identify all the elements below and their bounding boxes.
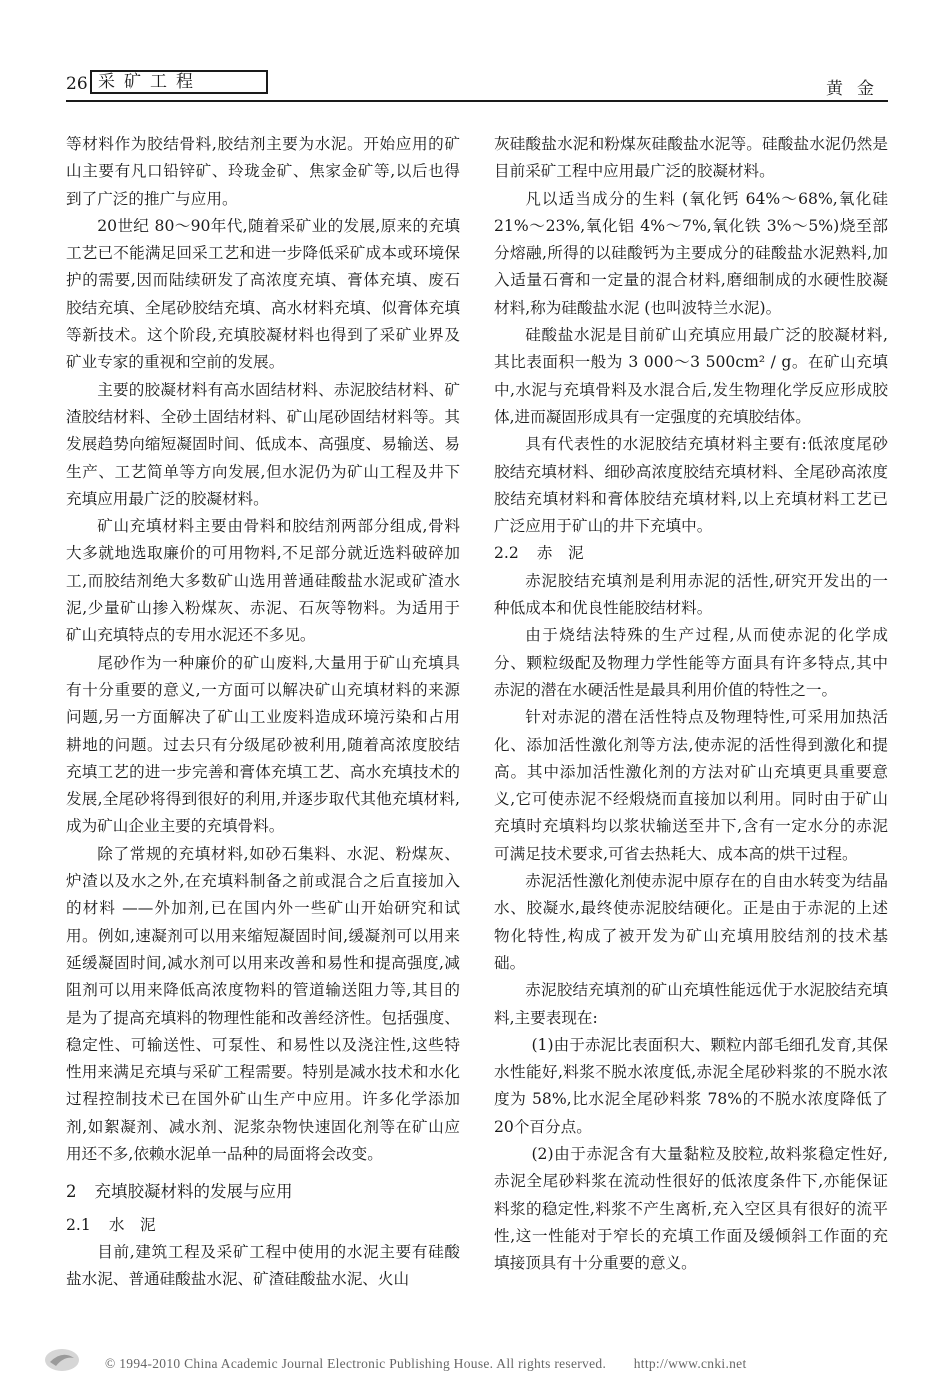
subsection-title: 水 泥 xyxy=(108,1215,156,1234)
paragraph: 赤泥胶结充填剂的矿山充填性能远优于水泥胶结充填料,主要表现在: xyxy=(494,981,888,1027)
cnki-logo-icon xyxy=(42,1346,82,1374)
paragraph: 主要的胶凝材料有高水固结材料、赤泥胶结材料、矿渣胶结材料、全砂土固结材料、矿山尾砂固结材料等。其发展趋势向缩短凝固时间、低成本、高强度、易输送、易生产、工艺简单等方向发展,但水泥仍为矿山工程及井下充填应用最广泛的胶凝材料。 xyxy=(66,380,460,508)
section-title: 充填胶凝材料的发展与应用 xyxy=(94,1182,293,1202)
paragraph: 灰硅酸盐水泥和粉煤灰硅酸盐水泥等。硅酸盐水泥仍然是目前采矿工程中应用最广泛的胶凝材料。 xyxy=(494,135,888,181)
paragraph: 凡以适当成分的生料 (氧化钙 64%～68%,氧化硅 21%～23%,氧化铝 4%～7%,氧化铁 3%～5%)烧至部分熔融,所得的以硅酸钙为主要成分的硅酸盐水泥熟料,加入适量石膏和一定量的混合材料,磨细制成的水硬性胶凝材料,称为硅酸盐水泥 (也叫波特兰水泥)。 xyxy=(494,189,888,317)
paragraph: 目前,建筑工程及采矿工程中使用的水泥主要有硅酸盐水泥、普通硅酸盐水泥、矿渣硅酸盐水泥、火山 xyxy=(66,1242,460,1289)
page-number: 26 xyxy=(66,74,88,94)
paragraph: 尾砂作为一种廉价的矿山废料,大量用于矿山充填具有十分重要的意义,一方面可以解决矿山充填材料的来源问题,另一方面解决了矿山工业废料造成环境污染和占用耕地的问题。过去只有分级尾砂被利用,随着高浓度胶结充填工艺的进一步完善和膏体充填工艺、高水充填技术的发展,全尾砂将得到很好的利用,并逐步取代其他充填材料,成为矿山企业主要的充填骨料。 xyxy=(66,653,460,836)
paragraph: 赤泥活性激化剂使赤泥中原存在的自由水转变为结晶水、胶凝水,最终使赤泥胶结硬化。正是由于赤泥的上述物化特性,构成了被开发为矿山充填用胶结剂的技术基础。 xyxy=(494,872,888,972)
running-author: 黄金 xyxy=(826,79,888,99)
paragraph: 由于烧结法特殊的生产过程,从而使赤泥的化学成分、颗粒级配及物理力学性能等方面具有许多特点,其中赤泥的潜在水硬活性是最具利用价值的特性之一。 xyxy=(494,626,888,699)
paragraph: 具有代表性的水泥胶结充填材料主要有:低浓度尾砂胶结充填材料、细砂高浓度胶结充填材料、全尾砂高浓度胶结充填材料和膏体胶结充填材料,以上充填材料工艺已广泛应用于矿山的井下充填中。 xyxy=(494,435,888,536)
paragraph: 等材料作为胶结骨料,胶结剂主要为水泥。开始应用的矿山主要有凡口铅锌矿、玲珑金矿、焦家金矿等,以后也得到了广泛的推广与应用。 xyxy=(66,135,460,208)
paragraph: 矿山充填材料主要由骨料和胶结剂两部分组成,骨料大多就地选取廉价的可用物料,不足部分就近选料破碎加工,而胶结剂绝大多数矿山选用普通硅酸盐水泥或矿渣水泥,少量矿山掺入粉煤灰、赤泥、石灰等物料。为适用于矿山充填特点的专用水泥还不多见。 xyxy=(66,517,460,645)
running-header xyxy=(66,70,888,100)
paragraph: 除了常规的充填材料,如砂石集料、水泥、粉煤灰、炉渣以及水之外,在充填料制备之前或混合之后直接加入的材料 ——外加剂,已在国内外一些矿山开始研究和试用。例如,速凝剂可以用来缩短凝固时间,缓凝剂可以用来延缓凝固时间,减水剂可以用来改善和易性和提高强度,减阻剂可以用来降低高浓度物料的管道输送阻力等,其目的是为了提高充填料的物理性能和改善经济性。包括强度、稳定性、可输送性、可泵性、和易性以及浇注性,这些特性用来满足充填与采矿工程需要。特别是减水技术和水化过程控制技术已在国外矿山生产中应用。许多化学添加剂,如絮凝剂、减水剂、泥浆杂物快速固化剂等在矿山应用还不多,依赖水泥单一品种的局面将会改变。 xyxy=(66,844,460,1163)
paragraph: 针对赤泥的潜在活性特点及物理特性,可采用加热活化、添加活性激化剂等方法,使赤泥的活性得到激化和提高。其中添加活性激化剂的方法对矿山充填更具重要意义,它可使赤泥不经煅烧而直接加以利用。同时由于矿山充填时充填料均以浆状输送至井下,含有一定水分的赤泥可满足技术要求,可省去热耗大、成本高的烘干过程。 xyxy=(494,708,888,863)
copyright-footer xyxy=(30,1346,920,1380)
subsection-number: 2.1 xyxy=(66,1215,91,1234)
section-heading xyxy=(66,1178,460,1205)
left-column xyxy=(66,131,460,1293)
paragraph: 硅酸盐水泥是目前矿山充填应用最广泛的胶凝材料,其比表面积一般为 3 000～3 500cm² / g。在矿山充填中,水泥与充填骨料及水混合后,发生物理化学反应形成胶体,进而凝固形成具有一定强度的充填胶结体。 xyxy=(494,326,888,426)
paragraph: 20世纪 80～90年代,随着采矿业的发展,原来的充填工艺已不能满足回采工艺和进一步降低采矿成本或环境保护的需要,因而陆续研发了高浓度充填、膏体充填、废石胶结充填、全尾砂胶结充填、高水材料充填、似膏体充填等新技术。这个阶段,充填胶凝材料也得到了采矿业界及矿业专家的重视和空前的发展。 xyxy=(66,216,460,372)
copyright-text: © 1994-2010 China Academic Journal Electronic Publishing House. All rights reserved. http://www.cnki.net xyxy=(105,1356,747,1371)
right-column xyxy=(494,131,888,1277)
list-item: (1)由于赤泥比表面积大、颗粒内部毛细孔发育,其保水性能好,料浆不脱水浓度低,赤泥全尾砂料浆的不脱水浓度为 58%,比水泥全尾砂料浆 78%的不脱水浓度降低了 20个百分点。 xyxy=(494,1035,888,1136)
subsection-number: 2.2 xyxy=(494,544,519,563)
subsection-title: 赤 泥 xyxy=(536,544,584,563)
list-item: (2)由于赤泥含有大量黏粒及胶粒,故料浆稳定性好,赤泥全尾砂料浆在流动性很好的低浓度条件下,亦能保证料浆的稳定性,料浆不产生离析,充入空区具有很好的流平性,这一性能对于窄长的充填工作面及缓倾斜工作面的充填接顶具有十分重要的意义。 xyxy=(494,1144,888,1273)
section-number: 2 xyxy=(66,1182,77,1202)
header-rule xyxy=(66,100,888,102)
subsection-heading xyxy=(66,1212,460,1239)
journal-title: 采矿工程 xyxy=(90,70,268,94)
paragraph: 赤泥胶结充填剂是利用赤泥的活性,研究开发出的一种低成本和优良性能胶结材料。 xyxy=(494,571,888,618)
subsection-heading xyxy=(494,540,888,567)
